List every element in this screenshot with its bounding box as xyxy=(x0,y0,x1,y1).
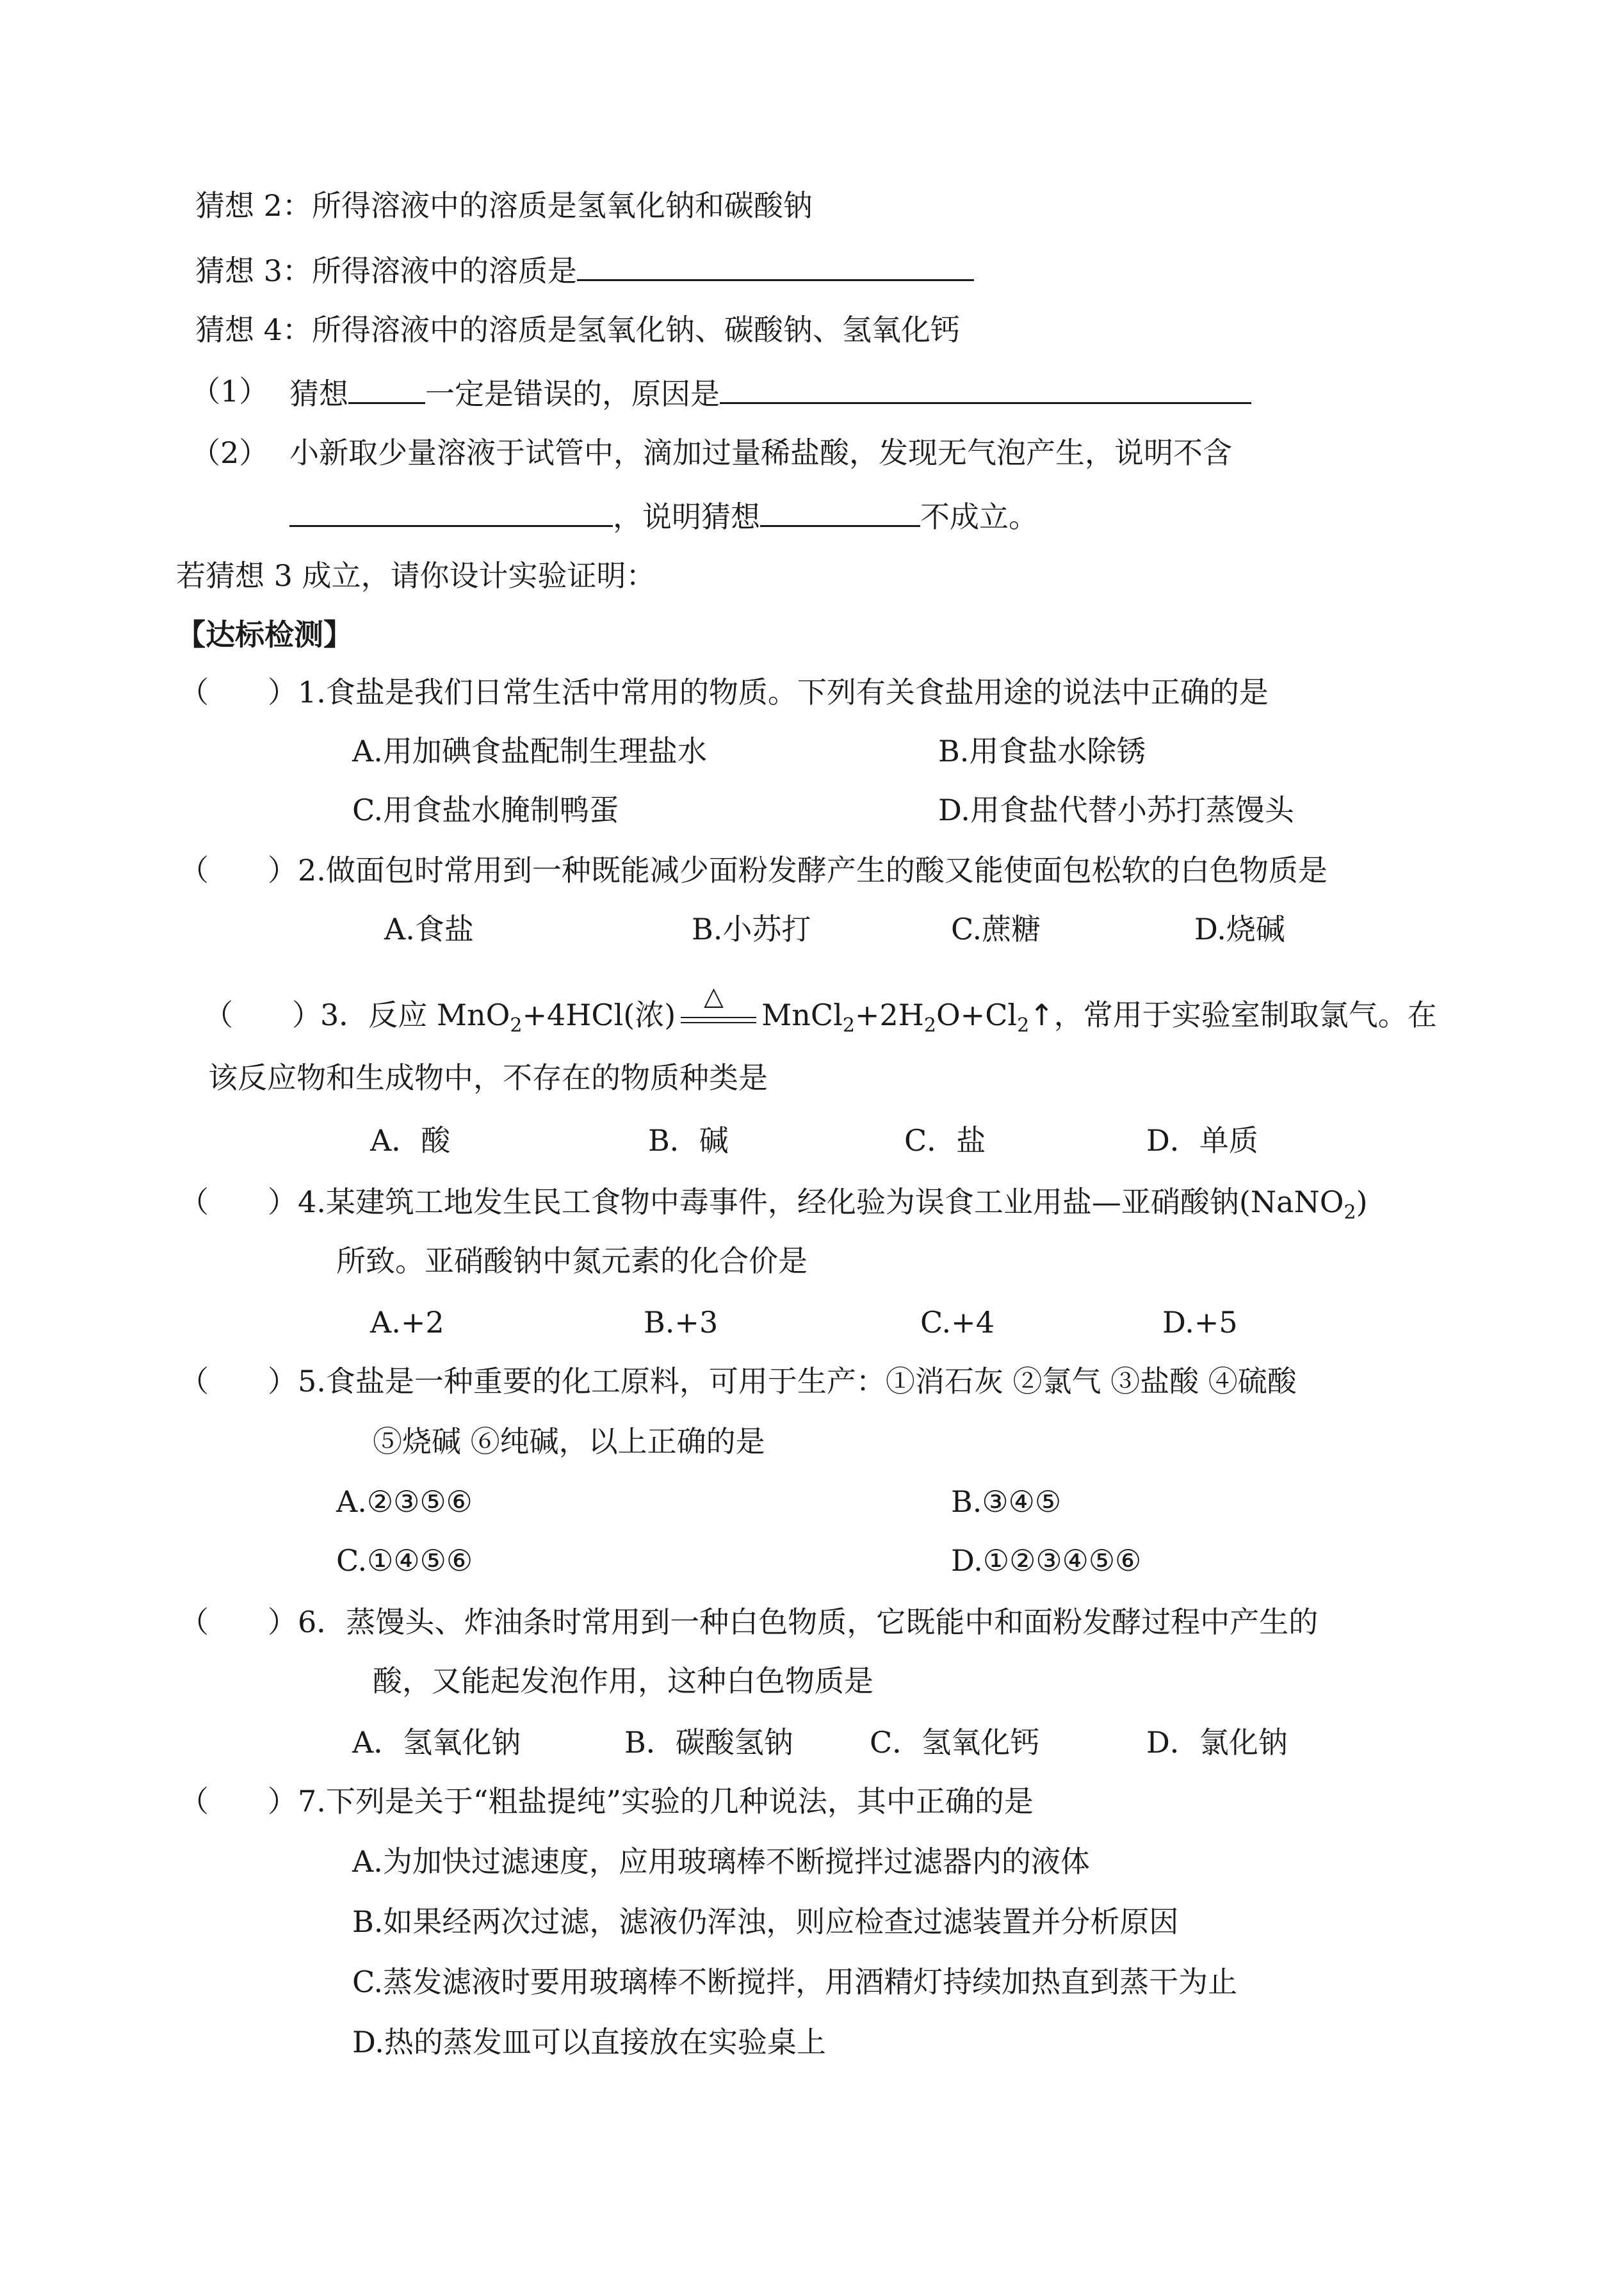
subquestion-2-blank-b[interactable] xyxy=(760,499,920,527)
q3-option-b[interactable]: B．碱 xyxy=(648,1123,729,1158)
q6-option-b[interactable]: B．碳酸氢钠 xyxy=(624,1725,793,1760)
section-heading: 【达标检测】 xyxy=(176,617,353,652)
q7-option-b[interactable]: B.如果经两次过滤，滤液仍浑浊，则应检查过滤装置并分析原因 xyxy=(352,1904,1179,1939)
q5-option-c[interactable]: C.①④⑤⑥ xyxy=(336,1543,473,1578)
subquestion-2-number: （2） xyxy=(191,435,269,470)
subquestion-1-text-a: 猜想 xyxy=(289,377,348,411)
heat-triangle-icon: △ xyxy=(704,982,724,1011)
q2-option-c[interactable]: C.蔗糖 xyxy=(951,912,1041,946)
q5-stem-cont: ⑤烧碱 ⑥纯碱，以上正确的是 xyxy=(373,1424,765,1459)
q1-option-c[interactable]: C.用食盐水腌制鸭蛋 xyxy=(352,793,619,827)
subquestion-2-text: 小新取少量溶液于试管中，滴加过量稀盐酸，发现无气泡产生，说明不含 xyxy=(289,435,1232,470)
q4-stem-cont: 所致。亚硝酸钠中氮元素的化合价是 xyxy=(336,1244,808,1278)
q4-option-d[interactable]: D.+5 xyxy=(1162,1305,1238,1340)
equation-line-top xyxy=(681,1017,756,1018)
q5-answer-paren[interactable]: （ ） xyxy=(179,1364,297,1399)
subquestion-1-line xyxy=(289,377,1251,409)
q1-option-b[interactable]: B.用食盐水除锈 xyxy=(938,734,1146,768)
q3-formula-post: ，常用于实验室制取氯气。在 xyxy=(1053,998,1437,1032)
subquestion-1-blank-b[interactable] xyxy=(720,377,1251,404)
q3-answer-paren[interactable]: （ ） xyxy=(204,998,321,1032)
subquestion-1-text-b: 一定是错误的，原因是 xyxy=(425,377,720,411)
q3-formula-ocl: O+Cl xyxy=(936,998,1018,1032)
q4-sub: 2 xyxy=(1344,1201,1356,1224)
q5-option-a[interactable]: A.②③⑤⑥ xyxy=(336,1484,473,1519)
q4-option-c[interactable]: C.+4 xyxy=(920,1305,995,1340)
equation-line-bottom xyxy=(681,1022,756,1023)
gas-up-arrow-icon: ↑ xyxy=(1029,998,1054,1032)
q7-stem: 7.下列是关于“粗盐提纯”实验的几种说法，其中正确的是 xyxy=(298,1784,1034,1819)
q6-answer-paren[interactable]: （ ） xyxy=(179,1605,297,1639)
guess-4-line: 猜想 4：所得溶液中的溶质是氢氧化钠、碳酸钠、氢氧化钙 xyxy=(195,312,960,347)
q3-formula-mno: 反应 MnO xyxy=(368,998,510,1032)
q1-answer-paren[interactable]: （ ） xyxy=(179,675,297,710)
q4-option-a[interactable]: A.+2 xyxy=(370,1305,444,1340)
q3-sub-1: 2 xyxy=(510,1014,523,1037)
q4-answer-paren[interactable]: （ ） xyxy=(179,1185,297,1219)
q7-option-d[interactable]: D.热的蒸发皿可以直接放在实验桌上 xyxy=(352,2025,826,2059)
q6-stem-cont: 酸，又能起发泡作用，这种白色物质是 xyxy=(373,1664,873,1698)
q1-option-a[interactable]: A.用加碘食盐配制生理盐水 xyxy=(352,734,707,768)
q3-sub-2: 2 xyxy=(842,1014,855,1037)
q2-option-d[interactable]: D.烧碱 xyxy=(1194,912,1285,946)
q2-option-a[interactable]: A.食盐 xyxy=(384,912,474,946)
subquestion-2-blank-a[interactable] xyxy=(289,499,613,527)
q3-formula-mncl: MnCl xyxy=(761,998,843,1032)
q3-stem xyxy=(320,982,1437,1037)
q3-sub-3: 2 xyxy=(923,1014,936,1037)
q4-stem-text: 4.某建筑工地发生民工食物中毒事件，经化验为误食工业用盐—亚硝酸钠(NaNO xyxy=(298,1185,1344,1219)
q3-formula-hcl: +4HCl(浓) xyxy=(522,998,676,1032)
q3-number: 3． xyxy=(320,998,369,1032)
q3-formula-h: +2H xyxy=(854,998,924,1032)
subquestion-1-number: （1） xyxy=(191,374,269,409)
q3-option-d[interactable]: D．单质 xyxy=(1146,1123,1258,1158)
subquestion-1-blank-a[interactable] xyxy=(348,377,425,404)
q5-option-b[interactable]: B.③④⑤ xyxy=(951,1484,1062,1519)
guess-3-line xyxy=(195,254,974,286)
q4-stem xyxy=(298,1187,1368,1222)
q7-option-a[interactable]: A.为加快过滤速度，应用玻璃棒不断搅拌过滤器内的液体 xyxy=(352,1844,1090,1879)
q1-stem: 1.食盐是我们日常生活中常用的物质。下列有关食盐用途的说法中正确的是 xyxy=(298,675,1269,710)
q3-sub-4: 2 xyxy=(1017,1014,1030,1037)
q3-option-c[interactable]: C．盐 xyxy=(904,1123,986,1158)
q7-answer-paren[interactable]: （ ） xyxy=(179,1784,297,1819)
guess-2-line: 猜想 2：所得溶液中的溶质是氢氧化钠和碳酸钠 xyxy=(195,188,813,223)
subquestion-2-text-c: 不成立。 xyxy=(920,499,1038,534)
q6-option-a[interactable]: A．氢氧化钠 xyxy=(352,1725,521,1760)
q3-stem-cont: 该反应物和生成物中，不存在的物质种类是 xyxy=(208,1060,768,1095)
q4-close-paren: ) xyxy=(1356,1185,1368,1219)
reaction-condition xyxy=(681,982,756,1032)
q6-stem: 6．蒸馒头、炸油条时常用到一种白色物质，它既能中和面粉发酵过程中产生的 xyxy=(298,1605,1319,1639)
q2-option-b[interactable]: B.小苏打 xyxy=(692,912,811,946)
subquestion-2-text-b: ，说明猜想 xyxy=(613,499,760,534)
q1-option-d[interactable]: D.用食盐代替小苏打蒸馒头 xyxy=(938,793,1294,827)
q5-stem: 5.食盐是一种重要的化工原料，可用于生产：①消石灰 ②氯气 ③盐酸 ④硫酸 xyxy=(298,1364,1297,1399)
q2-stem: 2.做面包时常用到一种既能减少面粉发酵产生的酸又能使面包松软的白色物质是 xyxy=(298,853,1328,888)
q7-option-c[interactable]: C.蒸发滤液时要用玻璃棒不断搅拌，用酒精灯持续加热直到蒸干为止 xyxy=(352,1965,1238,1999)
design-experiment-line: 若猜想 3 成立，请你设计实验证明： xyxy=(176,558,656,593)
guess-3-text: 猜想 3：所得溶液中的溶质是 xyxy=(195,254,577,288)
guess-3-blank[interactable] xyxy=(577,254,974,281)
q4-option-b[interactable]: B.+3 xyxy=(644,1305,719,1340)
q3-option-a[interactable]: A．酸 xyxy=(370,1123,451,1158)
q6-option-c[interactable]: C．氢氧化钙 xyxy=(870,1725,1040,1760)
q5-option-d[interactable]: D.①②③④⑤⑥ xyxy=(951,1543,1142,1578)
q6-option-d[interactable]: D．氯化钠 xyxy=(1146,1725,1288,1760)
subquestion-2-cont xyxy=(289,499,1038,534)
q2-answer-paren[interactable]: （ ） xyxy=(179,853,297,888)
